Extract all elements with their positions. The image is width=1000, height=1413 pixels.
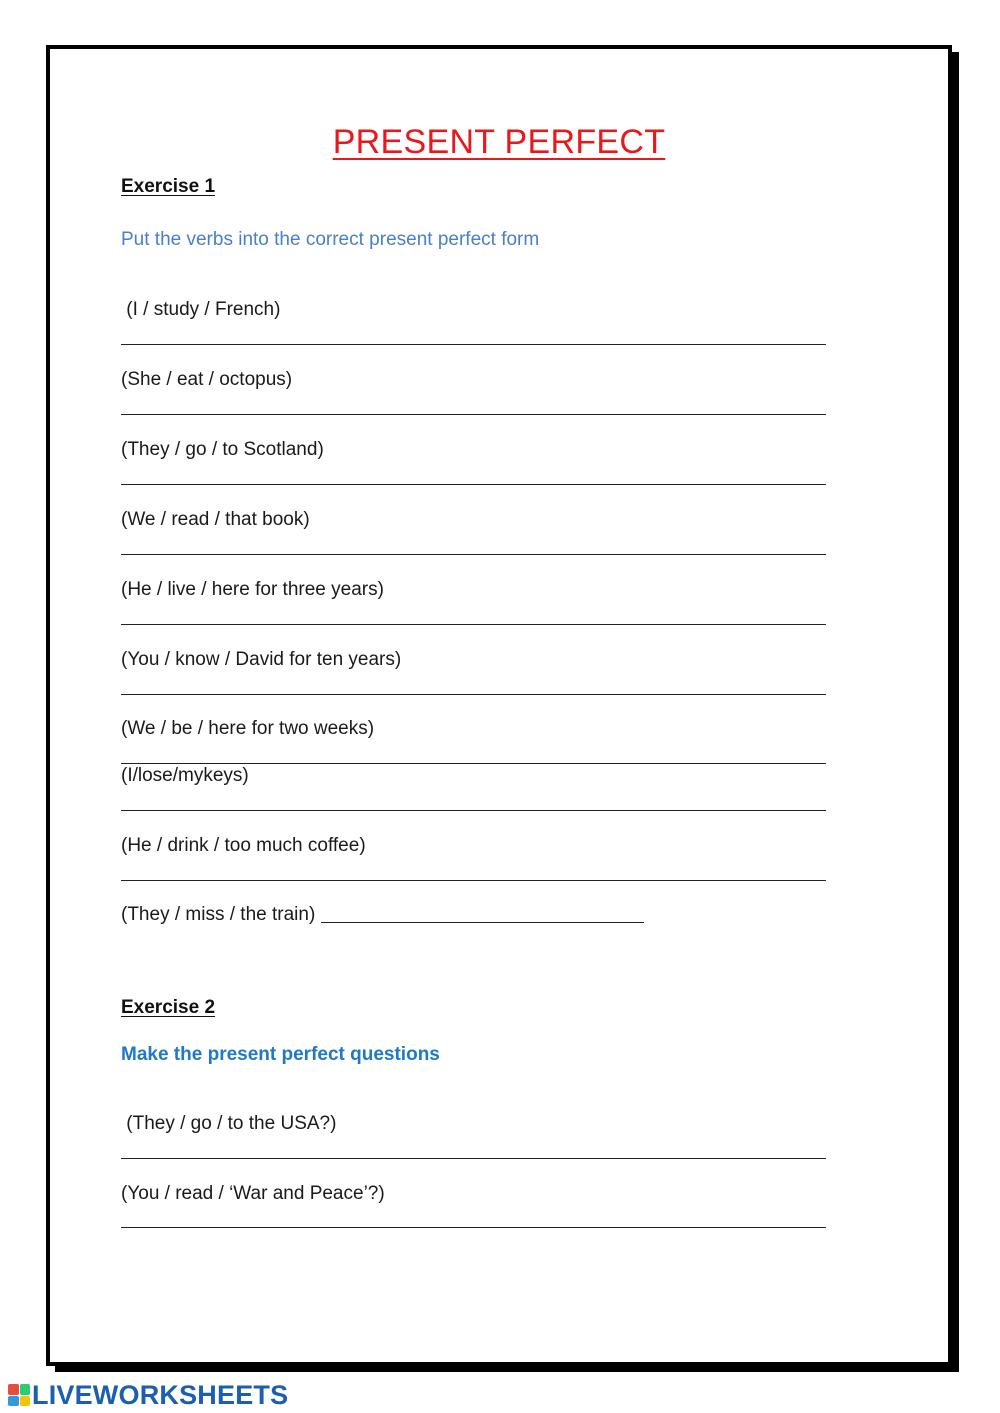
exercise-1-heading: Exercise 1 <box>121 176 216 197</box>
logo-tile-1 <box>8 1384 19 1395</box>
answer-line-6[interactable] <box>121 694 826 695</box>
exercise-2-answer-line-1[interactable] <box>121 1158 826 1159</box>
answer-line-5[interactable] <box>121 624 826 625</box>
worksheet-page <box>46 45 952 1366</box>
answer-line-10[interactable] <box>321 921 644 923</box>
brand-name: LIVEWORKSHEETS <box>32 1379 289 1410</box>
exercise-1-prompt-1: (I / study / French) <box>121 299 281 320</box>
exercise-1-prompt-4: (We / read / that book) <box>121 509 310 530</box>
exercise-1-prompt-10-text: (They / miss / the train) <box>121 904 316 925</box>
logo-tile-2 <box>20 1384 31 1395</box>
exercise-1-instruction: Put the verbs into the correct present perfect form <box>121 229 540 250</box>
answer-line-1[interactable] <box>121 344 826 345</box>
answer-line-9[interactable] <box>121 880 826 881</box>
answer-line-3[interactable] <box>121 484 826 485</box>
answer-line-8[interactable] <box>121 810 826 811</box>
exercise-2-answer-line-2[interactable] <box>121 1227 826 1228</box>
exercise-1-prompt-5: (He / live / here for three years) <box>121 579 384 600</box>
exercise-2-instruction: Make the present perfect questions <box>121 1044 440 1065</box>
exercise-1-prompt-8: (I/lose/mykeys) <box>121 765 249 786</box>
answer-line-2[interactable] <box>121 414 826 415</box>
answer-line-7[interactable] <box>121 763 826 764</box>
liveworksheets-logo-icon <box>8 1384 30 1406</box>
exercise-1-prompt-9: (He / drink / too much coffee) <box>121 835 366 856</box>
exercise-1-prompt-6: (You / know / David for ten years) <box>121 649 402 670</box>
worksheet-title: PRESENT PERFECT <box>332 123 666 161</box>
exercise-1-prompt-3: (They / go / to Scotland) <box>121 439 324 460</box>
answer-line-4[interactable] <box>121 554 826 555</box>
logo-tile-3 <box>8 1396 19 1407</box>
liveworksheets-brand <box>8 1380 288 1410</box>
exercise-1-prompt-7: (We / be / here for two weeks) <box>121 718 375 739</box>
exercise-2-heading: Exercise 2 <box>121 997 216 1018</box>
logo-tile-4 <box>20 1396 31 1407</box>
exercise-2-prompt-2: (You / read / ‘War and Peace’?) <box>121 1183 385 1204</box>
exercise-1-prompt-2: (She / eat / octopus) <box>121 369 293 390</box>
exercise-1-prompt-10 <box>121 904 644 926</box>
exercise-2-prompt-1: (They / go / to the USA?) <box>121 1113 337 1134</box>
